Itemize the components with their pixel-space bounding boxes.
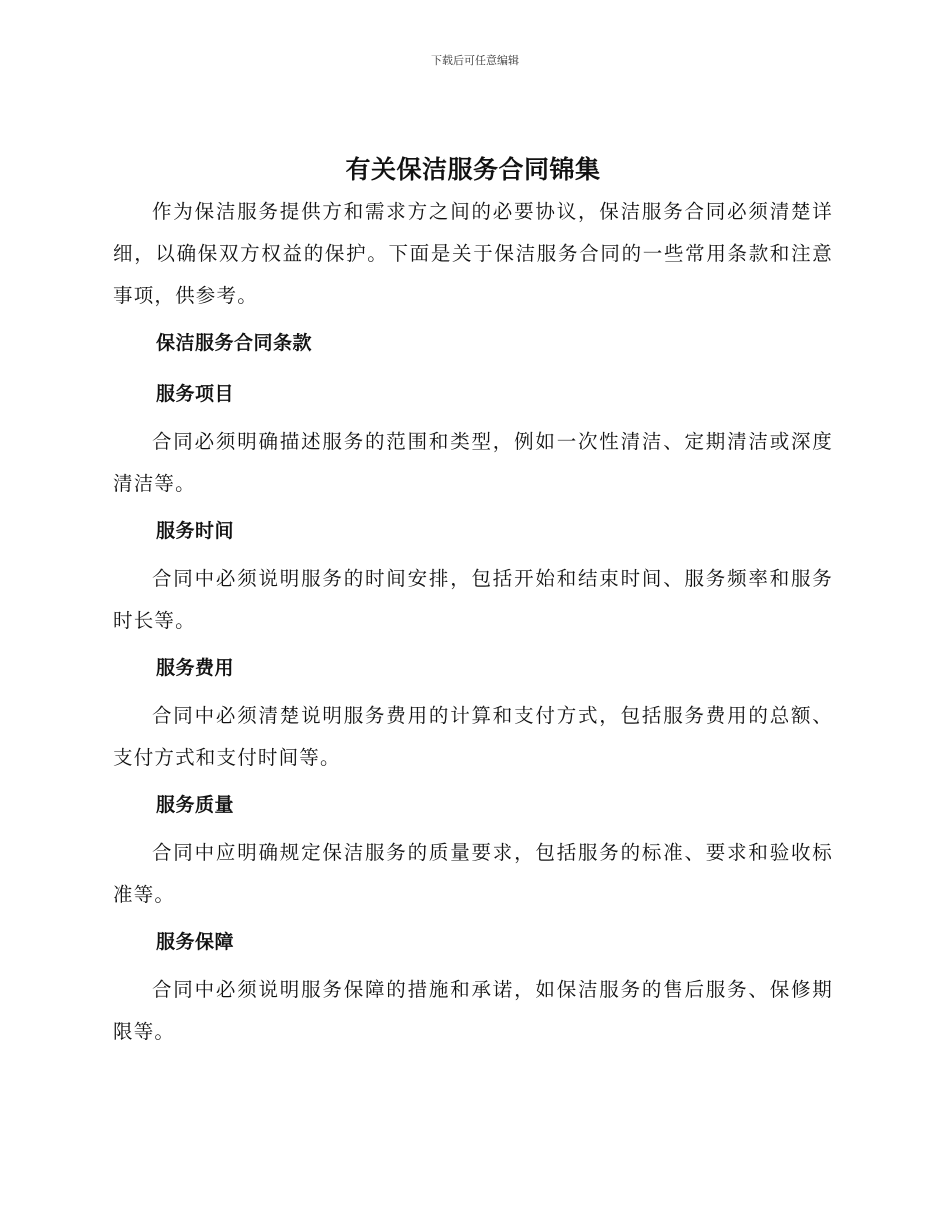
clause-body-service-fee: 合同中必须清楚说明服务费用的计算和支付方式，包括服务费用的总额、支付方式和支付时间等。 (113, 704, 833, 769)
clause-heading-service-items: 服务项目 (156, 383, 235, 405)
clause-heading-service-quality: 服务质量 (156, 794, 235, 816)
document-title: 有关保洁服务合同锦集 (345, 155, 601, 184)
running-header: 下载后可任意编辑 (431, 54, 519, 67)
clause-heading-service-guarantee: 服务保障 (156, 931, 235, 953)
clause-body-service-items: 合同必须明确描述服务的范围和类型，例如一次性清洁、定期清洁或深度清洁等。 (113, 430, 833, 495)
clause-heading-service-time: 服务时间 (156, 520, 235, 542)
intro-paragraph: 作为保洁服务提供方和需求方之间的必要协议，保洁服务合同必须清楚详细，以确保双方权益的保护。下面是关于保洁服务合同的一些常用条款和注意事项，供参考。 (113, 200, 833, 307)
document-body (113, 152, 833, 1053)
section-heading-clauses: 保洁服务合同条款 (156, 332, 313, 354)
clause-heading-service-fee: 服务费用 (156, 657, 235, 679)
clause-body-service-guarantee: 合同中必须说明服务保障的措施和承诺，如保洁服务的售后服务、保修期限等。 (113, 978, 833, 1043)
clause-body-service-time: 合同中必须说明服务的时间安排，包括开始和结束时间、服务频率和服务时长等。 (113, 567, 833, 632)
clause-body-service-quality: 合同中应明确规定保洁服务的质量要求，包括服务的标准、要求和验收标准等。 (113, 841, 833, 906)
